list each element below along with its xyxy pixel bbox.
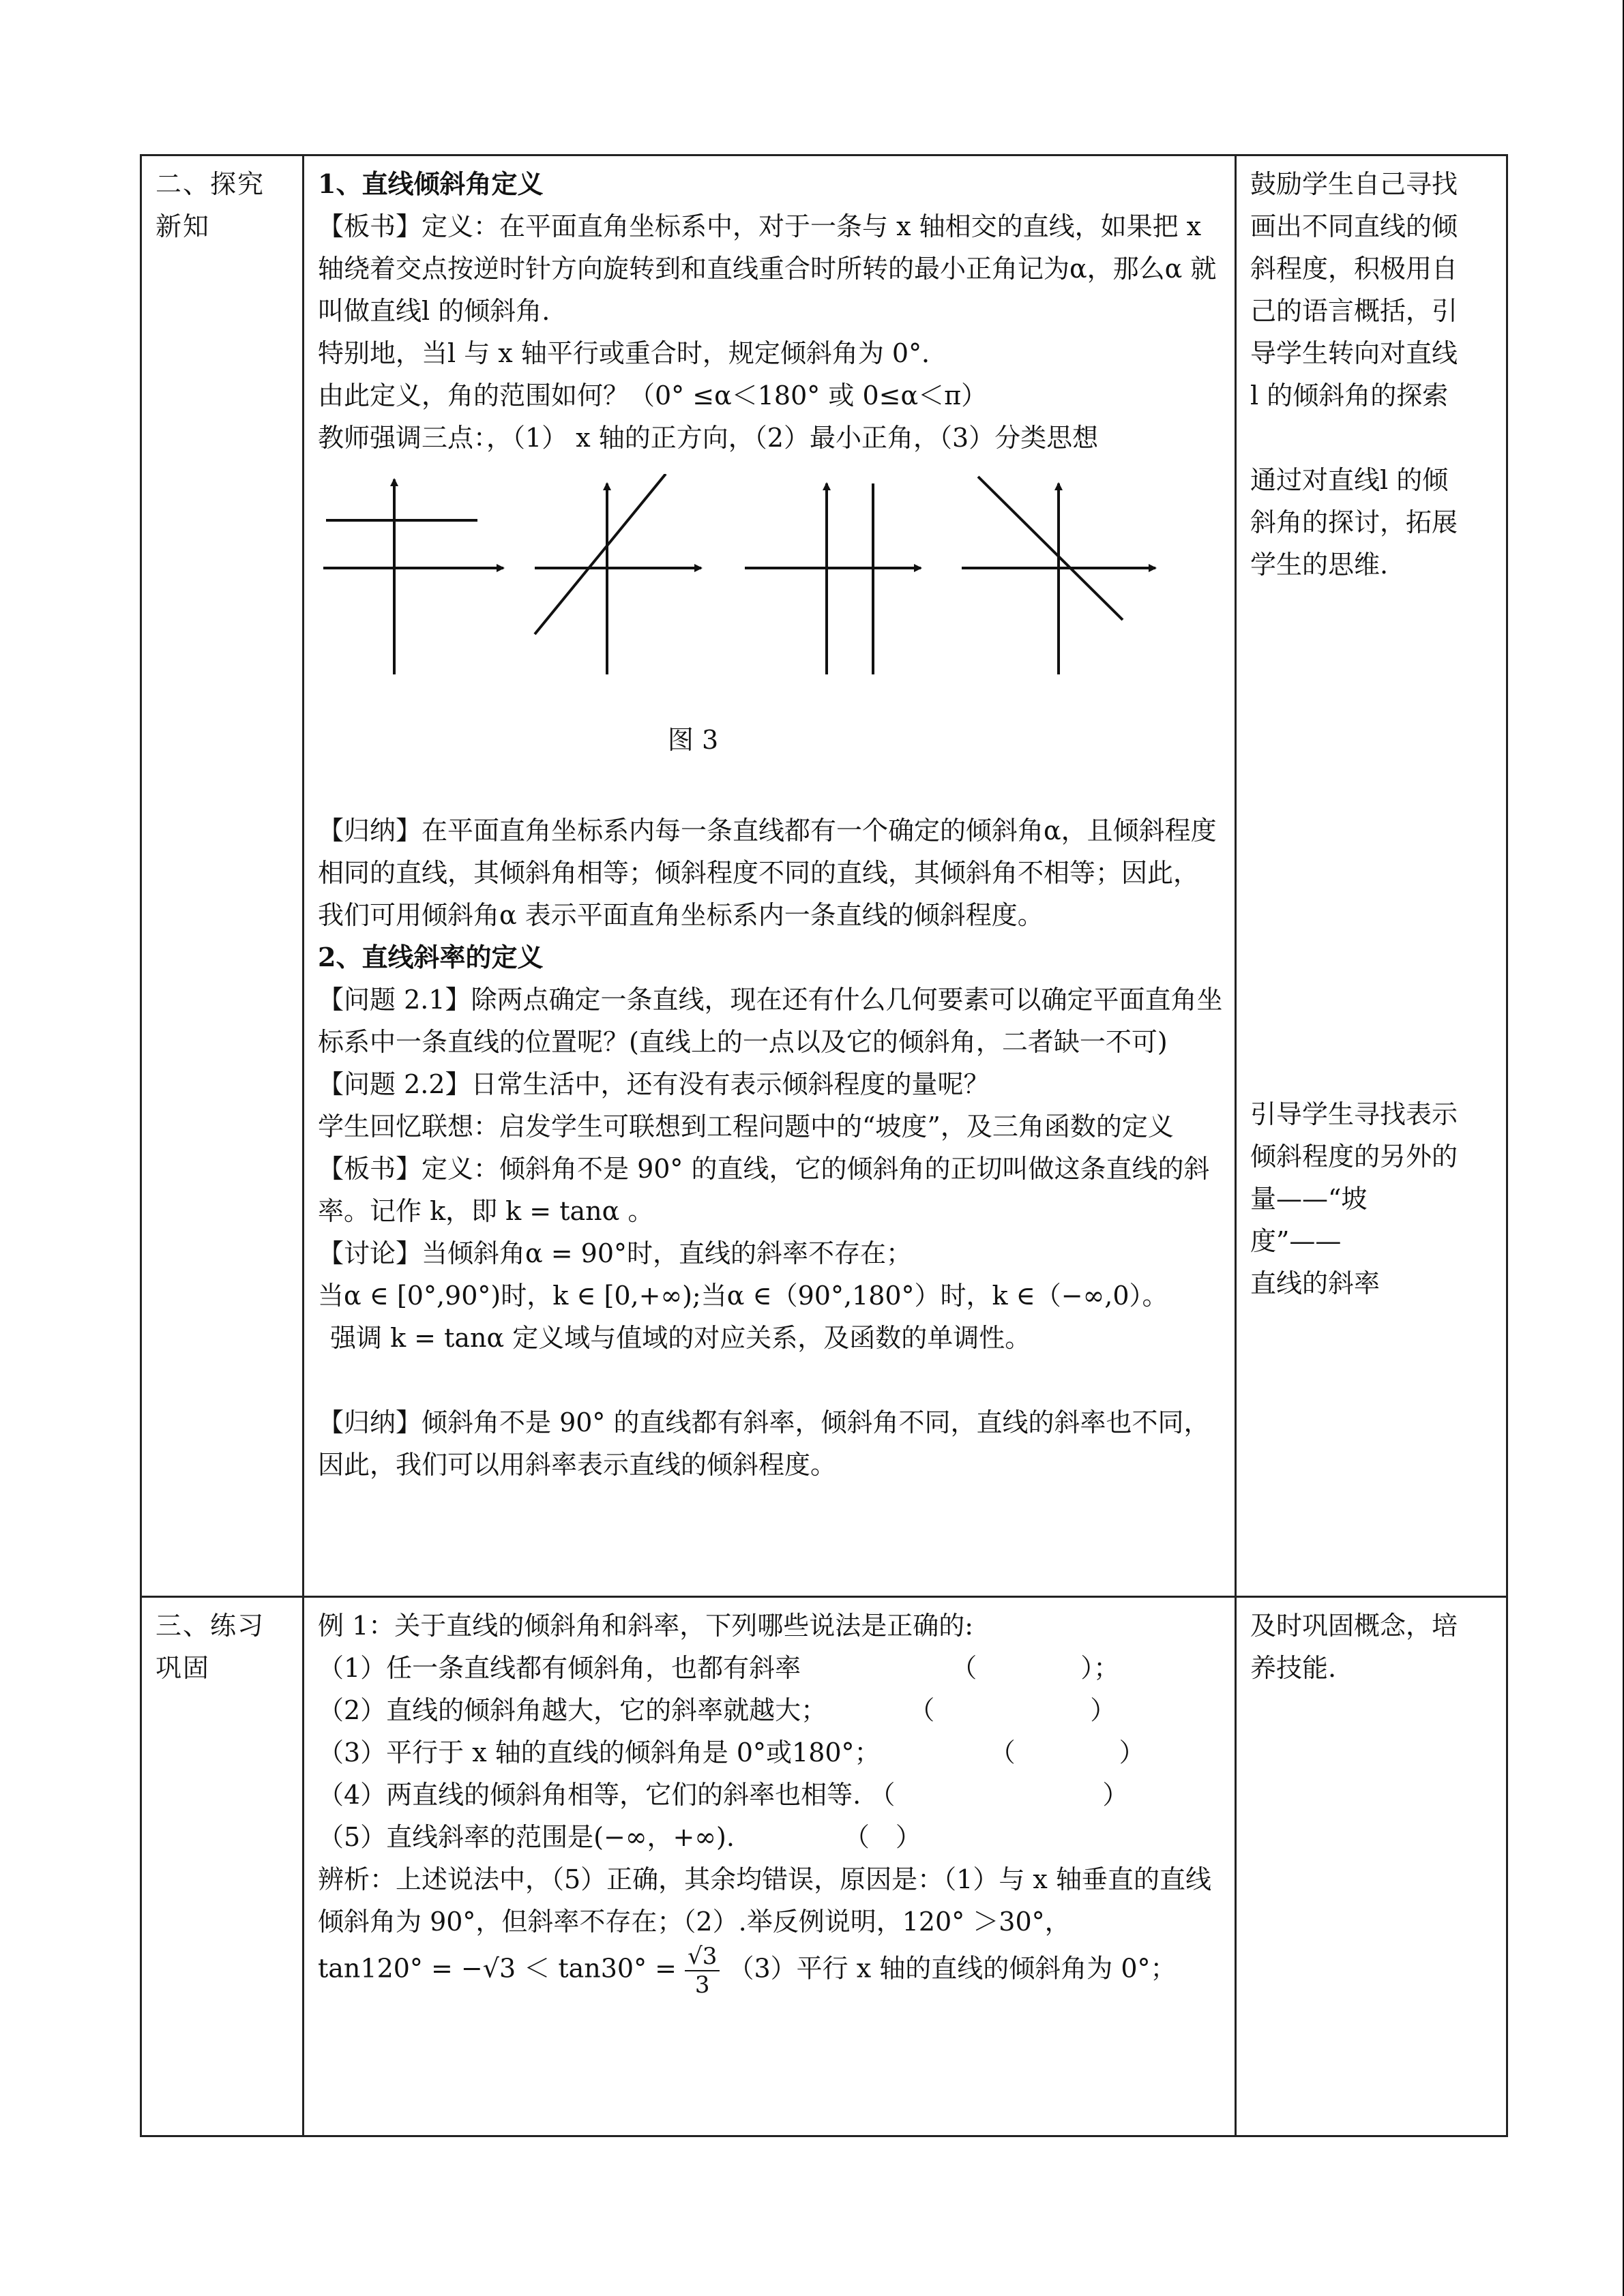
statement-2: [318, 1689, 1224, 1731]
notes-cell-explore: [1236, 155, 1507, 1597]
table-row-practice: [141, 1597, 1507, 2136]
answer-blank-2[interactable]: （ ）: [909, 1695, 1117, 1725]
section-label-line1: 三、练习: [156, 1611, 265, 1641]
figure-caption: 图 3: [667, 725, 719, 755]
statement-3: [318, 1731, 1224, 1774]
diagram-negative-slope: [962, 477, 1155, 674]
statement-1: [318, 1647, 1224, 1689]
teacher-emphasis: 教师强调三点：，（1） x 轴的正方向，（2）最小正角，（3）分类思想: [318, 423, 1099, 453]
statement-5: [318, 1816, 1224, 1858]
diagram-vertical-line: [745, 483, 921, 674]
note-1-line: 画出不同直线的倾: [1250, 211, 1458, 241]
definition-slope: 【板书】定义：倾斜角不是 90° 的直线，它的倾斜角的正切叫做这条直线的斜率。记作 k，即 k = tanα 。: [318, 1154, 1210, 1226]
note-1-line: l 的倾斜角的探索: [1250, 381, 1449, 411]
note-practice-line: 及时巩固概念，培: [1250, 1611, 1458, 1641]
statement-5-text: （5）直线斜率的范围是(−∞，+∞).: [318, 1822, 735, 1852]
note-1: [1250, 163, 1495, 417]
table-row-explore: [141, 155, 1507, 1597]
section-label-line1: 二、探究: [156, 169, 265, 199]
answer-blank-5[interactable]: （ ）: [843, 1822, 921, 1852]
fraction-denominator: 3: [694, 1971, 710, 1999]
heading-inclination-angle: 1、直线倾斜角定义: [318, 168, 544, 199]
note-3-line: 直线的斜率: [1250, 1268, 1381, 1298]
diagram-positive-slope: [535, 474, 701, 674]
note-2-line: 通过对直线l 的倾: [1250, 465, 1449, 495]
note-3: [1250, 1093, 1495, 1304]
lesson-plan-table: [140, 154, 1508, 2137]
analysis-point-3: （3）平行 x 轴的直线的倾斜角为 0°；: [728, 1953, 1177, 1984]
section-cell-explore: [141, 155, 304, 1597]
example-1-prompt: 例 1：关于直线的倾斜角和斜率，下列哪些说法是正确的:: [318, 1611, 974, 1641]
figure-3-diagrams: [318, 474, 1224, 767]
analysis-tan-example: [318, 1943, 1224, 1999]
note-1-line: 导学生转向对直线: [1250, 338, 1458, 368]
answer-blank-4[interactable]: （ ）: [869, 1780, 1129, 1810]
note-1-line: 己的语言概括，引: [1250, 296, 1458, 326]
statement-2-text: （2）直线的倾斜角越大，它的斜率就越大；: [318, 1695, 827, 1725]
notes-cell-practice: [1236, 1597, 1507, 2136]
emphasis-function: 强调 k = tanα 定义域与值域的对应关系，及函数的单调性。: [330, 1323, 1031, 1353]
fraction-numerator: √3: [685, 1943, 720, 1971]
note-practice-line: 养技能.: [1250, 1653, 1337, 1683]
note-3-line: 量——“坡: [1250, 1184, 1368, 1214]
note-3-line: 倾斜程度的另外的: [1250, 1142, 1458, 1172]
section-cell-practice: [141, 1597, 304, 2136]
statement-1-text: （1）任一条直线都有倾斜角，也都有斜率: [318, 1653, 801, 1683]
answer-blank-3[interactable]: （ ）: [989, 1738, 1145, 1768]
summary-inclination: 【归纳】在平面直角坐标系内每一条直线都有一个确定的倾斜角α，且倾斜程度相同的直线，其倾斜角相等；倾斜程度不同的直线，其倾斜角不相等；因此，我们可用倾斜角α 表示平面直角坐标系内一条直线的倾斜程度。: [318, 816, 1217, 930]
statement-4: [318, 1774, 1224, 1816]
section-label-line2: 巩固: [156, 1653, 211, 1683]
note-2: [1250, 459, 1495, 586]
note-2-line: 斜角的探讨，拓展: [1250, 507, 1458, 537]
statement-4-text: （4）两直线的倾斜角相等，它们的斜率也相等.: [318, 1780, 861, 1810]
discussion-line1: 【讨论】当倾斜角α = 90°时，直线的斜率不存在；: [318, 1238, 913, 1268]
note-2-line: 学生的思维.: [1250, 550, 1389, 580]
question-2-1: 【问题 2.1】除两点确定一条直线，现在还有什么几何要素可以确定平面直角坐标系中一条直线的位置呢？(直线上的一点以及它的倾斜角，二者缺一不可): [318, 985, 1223, 1057]
note-3-line: 度”——: [1250, 1226, 1342, 1256]
statement-3-text: （3）平行于 x 轴的直线的倾斜角是 0°或180°；: [318, 1738, 881, 1768]
heading-slope: 2、直线斜率的定义: [318, 942, 544, 972]
answer-blank-1[interactable]: （ ）；: [951, 1653, 1120, 1683]
discussion-line2: 当α ∈ [0°,90°)时，k ∈ [0,+∞);当α ∈（90°,180°）时，k ∈（−∞,0）。: [318, 1281, 1168, 1311]
note-1-line: 鼓励学生自己寻找: [1250, 169, 1458, 199]
student-recall: 学生回忆联想：启发学生可联想到工程问题中的“坡度”，及三角函数的定义: [318, 1112, 1174, 1142]
summary-slope: 【归纳】倾斜角不是 90° 的直线都有斜率，倾斜角不同，直线的斜率也不同，因此，我们可以用斜率表示直线的倾斜程度。: [318, 1407, 1210, 1480]
note-3-line: 引导学生寻找表示: [1250, 1099, 1458, 1129]
analysis-text: 辨析：上述说法中，（5）正确，其余均错误，原因是：（1）与 x 轴垂直的直线倾斜角为 90°，但斜率不存在；（2）.举反例说明，120° ＞30°，: [318, 1864, 1211, 1937]
special-case-parallel: 特别地，当l 与 x 轴平行或重合时，规定倾斜角为 0°．: [318, 338, 948, 368]
diagram-horizontal-line: [323, 479, 503, 674]
fraction-root3-over-3: [685, 1943, 720, 1999]
question-2-2: 【问题 2.2】日常生活中，还有没有表示倾斜程度的量呢？: [318, 1069, 990, 1099]
angle-range: 由此定义，角的范围如何？（0° ≤α＜180° 或 0≤α＜π）: [318, 381, 988, 411]
definition-inclination: 【板书】定义：在平面直角坐标系中，对于一条与 x 轴相交的直线，如果把 x 轴绕着交点按逆时针方向旋转到和直线重合时所转的最小正角记为α，那么α 就叫做直线l 的倾斜角.: [318, 211, 1217, 326]
note-1-line: 斜程度，积极用自: [1250, 254, 1458, 284]
content-cell-explore: [304, 155, 1236, 1597]
section-label-line2: 新知: [156, 211, 211, 241]
tan-comparison: tan120° = −√3 ＜ tan30° =: [318, 1953, 677, 1984]
content-cell-practice: [304, 1597, 1236, 2136]
